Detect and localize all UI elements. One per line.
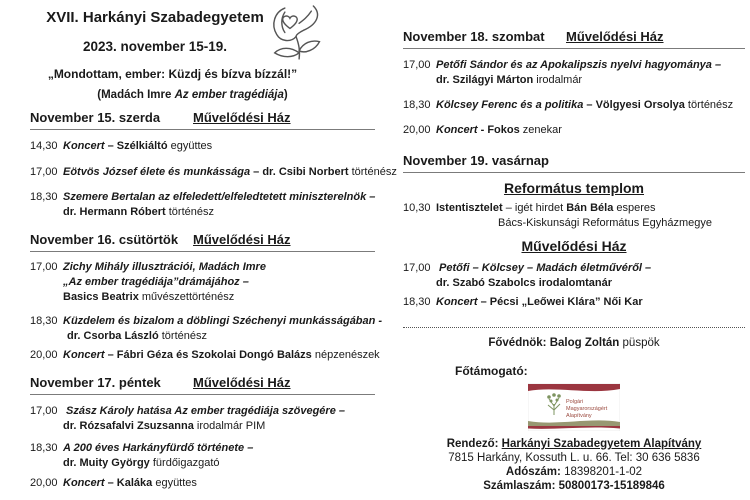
section-rule xyxy=(403,48,745,49)
event-row xyxy=(30,348,380,363)
text-run: Az ember tragédiája xyxy=(174,89,284,101)
event-text xyxy=(63,139,375,154)
event-text xyxy=(63,348,380,363)
day-label: November 18. szombat xyxy=(403,29,545,44)
event-line xyxy=(63,205,375,220)
text-run: Adószám: xyxy=(505,466,565,478)
event-time: 17,00 xyxy=(30,166,58,178)
text-run: 2023. november 15-19. xyxy=(82,39,228,54)
text-run: Fábri Géza és Szokolai Dongó Balázs xyxy=(116,349,315,361)
event-row xyxy=(403,261,745,291)
text-run: A 200 éves Harkányfürdő története – xyxy=(63,442,254,454)
event-row xyxy=(30,441,375,471)
text-run: Petőfi Sándor és az Apokalipszis nyelvi hagyománya – xyxy=(436,59,722,71)
day-label: November 19. vasárnap xyxy=(403,153,549,168)
event-row xyxy=(30,165,397,180)
event-time: 18,30 xyxy=(403,296,431,308)
event-text xyxy=(63,190,375,220)
venue-label: Művelődési Ház xyxy=(193,232,291,247)
text-run: 7815 Harkány, Kossuth L. u. 66. Tel: 30 636 5836 xyxy=(448,452,700,464)
text-run: Rendező: xyxy=(446,438,502,450)
text-run: Völgyesi Orsolya xyxy=(595,99,688,111)
event-row xyxy=(30,314,383,344)
motto-source xyxy=(30,88,375,103)
text-run: – igét hirdet xyxy=(502,202,567,214)
section-rule xyxy=(30,251,375,252)
text-run: – Pécsi „Leőwei Klára” Női Kar xyxy=(477,296,643,308)
event-text xyxy=(436,58,745,88)
text-run: Zichy Mihály illusztrációi, Madách Imre xyxy=(63,261,266,273)
svg-text:Polgári: Polgári xyxy=(566,399,584,405)
venue-label: Művelődési Ház xyxy=(566,29,664,44)
event-time: 17,00 xyxy=(30,261,58,273)
text-run: dr. Szilágyi Márton xyxy=(436,74,537,86)
event-time: 20,00 xyxy=(30,349,58,361)
text-run: dr. Csibi Norbert xyxy=(262,166,352,178)
day-section-header xyxy=(403,153,745,173)
day-label: November 16. csütörtök xyxy=(30,232,179,247)
text-run: püspök xyxy=(622,337,660,349)
event-row xyxy=(30,260,375,305)
text-run: irodalmár xyxy=(536,74,583,86)
event-line xyxy=(63,419,375,434)
left-column xyxy=(30,0,397,491)
venue-label: Művelődési Ház xyxy=(193,375,291,390)
event-line xyxy=(63,139,375,154)
sponsor-logo xyxy=(403,383,745,431)
address-line xyxy=(403,451,745,465)
text-run: Koncert xyxy=(436,124,478,136)
text-run: - Fokos xyxy=(477,124,523,136)
text-run: – Kaláka xyxy=(104,477,156,489)
sponsor-label: Főtámogató: xyxy=(455,364,528,378)
patron-line xyxy=(403,336,745,350)
day-section-header xyxy=(30,375,375,395)
text-run: történész xyxy=(351,166,397,178)
text-run: esperes xyxy=(616,202,656,214)
svg-text:Alapítvány: Alapítvány xyxy=(566,413,592,419)
event-row xyxy=(403,295,745,310)
right-column xyxy=(403,0,745,493)
event-text xyxy=(63,476,375,491)
event-row xyxy=(403,123,745,138)
event-text xyxy=(436,261,745,291)
text-run: dr. Muity György xyxy=(63,457,153,469)
venue-heading: Művelődési Ház xyxy=(521,238,627,254)
event-line xyxy=(63,260,375,275)
event-time: 10,30 xyxy=(403,202,431,214)
day-section-header xyxy=(30,232,375,252)
event-time: 18,30 xyxy=(403,99,431,111)
event-text xyxy=(63,404,375,434)
day-header-row xyxy=(403,153,745,169)
account-number-line xyxy=(403,479,745,493)
text-run: „Az ember tragédiája”drámájához – xyxy=(63,276,249,288)
text-run: együttes xyxy=(170,140,213,152)
text-run: irodalmár PIM xyxy=(196,420,266,432)
event-line xyxy=(63,476,375,491)
text-run: Szemere Bertalan az elfeledett/elfeledtetett miniszterelnök – xyxy=(63,191,376,203)
text-run: történész xyxy=(161,330,207,342)
text-run: Kölcsey Ferenc és a politika xyxy=(436,99,584,111)
event-line xyxy=(436,276,745,291)
text-run: Koncert xyxy=(63,349,105,361)
text-run: – xyxy=(104,349,117,361)
event-text xyxy=(63,260,375,305)
event-text xyxy=(436,98,745,113)
event-line xyxy=(436,98,745,113)
text-run: Szász Károly hatása Az ember tragédiája szövegére – xyxy=(66,405,345,417)
event-line xyxy=(436,216,745,231)
text-run: dr. Csorba László xyxy=(67,330,162,342)
event-line xyxy=(436,261,745,276)
text-run: dr. Szabó Szabolcs irodalomtanár xyxy=(436,277,613,289)
day-header-row xyxy=(30,375,375,391)
event-row xyxy=(403,58,745,88)
event-line xyxy=(63,441,375,456)
event-line xyxy=(63,348,380,363)
dotted-divider xyxy=(403,327,745,328)
day-section-header xyxy=(30,110,375,130)
date-range xyxy=(30,38,375,56)
text-run: Koncert xyxy=(63,477,105,489)
event-time: 17,00 xyxy=(403,59,431,71)
text-run: (Madách Imre xyxy=(97,89,175,101)
section-rule xyxy=(30,394,375,395)
venue-heading: Református templom xyxy=(503,180,645,196)
event-line xyxy=(436,123,745,138)
text-run: dr. Hermann Róbert xyxy=(63,206,169,218)
event-line xyxy=(63,165,397,180)
event-line xyxy=(63,404,375,419)
event-line xyxy=(63,314,383,329)
event-text xyxy=(63,165,397,180)
text-run: Harkányi Szabadegyetem Alapítvány xyxy=(501,438,702,450)
event-time: 20,00 xyxy=(30,477,58,489)
text-run: fürdőigazgató xyxy=(152,457,220,469)
event-text xyxy=(436,201,745,231)
document-title xyxy=(30,8,375,28)
event-text xyxy=(436,295,745,310)
event-text xyxy=(436,123,745,138)
event-row xyxy=(30,139,375,154)
venue-label: Művelődési Ház xyxy=(193,110,291,125)
text-run: Koncert xyxy=(63,140,105,152)
tax-number-line xyxy=(403,465,745,479)
event-motto xyxy=(30,66,375,82)
event-line xyxy=(436,295,745,310)
text-run: Eötvös József élete és munkássága xyxy=(63,166,251,178)
event-text xyxy=(63,314,383,344)
event-text xyxy=(63,441,375,471)
text-run: – xyxy=(583,99,596,111)
text-run: művészettörténész xyxy=(141,291,235,303)
day-header-row xyxy=(30,232,375,248)
text-run: Küzdelem és bizalom a döblingi Széchenyi munkásságában - xyxy=(63,315,383,327)
text-run: 50800173-15189846 xyxy=(558,480,665,492)
event-line xyxy=(63,290,375,305)
day-section-header xyxy=(403,29,745,49)
text-run: zenekar xyxy=(522,124,562,136)
event-line xyxy=(436,201,745,216)
day-label: November 15. szerda xyxy=(30,110,161,125)
event-row xyxy=(30,190,375,220)
event-line xyxy=(436,58,745,73)
text-run: dr. Rózsafalvi Zsuzsanna xyxy=(63,420,197,432)
text-run: Basics Beatrix xyxy=(63,291,142,303)
text-run: Számlaszám: xyxy=(483,480,559,492)
text-run: Koncert xyxy=(436,296,478,308)
text-run: népzenészek xyxy=(314,349,380,361)
text-run: – Szélkiáltó xyxy=(104,140,171,152)
day-header-row xyxy=(403,29,745,45)
event-line xyxy=(63,190,375,205)
event-row xyxy=(30,404,375,434)
svg-text:Magyarországért: Magyarországért xyxy=(566,406,608,412)
sponsor-logo-image xyxy=(528,383,620,431)
text-run: XVII. Harkányi Szabadegyetem xyxy=(46,9,264,26)
event-time: 18,30 xyxy=(30,191,58,203)
text-run: Bán Béla xyxy=(566,202,617,214)
text-run: „Mondottam, ember: Küzdj és bízva bízzál!” xyxy=(47,67,298,81)
text-run: együttes xyxy=(155,477,197,489)
event-line xyxy=(63,329,375,344)
text-run: 18398201-1-02 xyxy=(564,466,643,478)
text-run: ) xyxy=(283,89,288,101)
text-run: Fővédnök: Balog Zoltán xyxy=(488,337,623,349)
event-time: 14,30 xyxy=(30,140,58,152)
event-row xyxy=(403,98,745,113)
day-label: November 17. péntek xyxy=(30,375,161,390)
text-run: – xyxy=(250,166,263,178)
text-run: történész xyxy=(168,206,214,218)
day-header-row xyxy=(30,110,375,126)
event-time: 17,00 xyxy=(30,405,58,417)
section-rule xyxy=(30,129,375,130)
event-row xyxy=(403,201,745,231)
event-time: 18,30 xyxy=(30,442,58,454)
text-run: Bács-Kiskunsági Református Egyházmegye xyxy=(498,217,712,229)
text-run: történész xyxy=(687,99,734,111)
text-run: Istentisztelet xyxy=(436,202,503,214)
event-time: 18,30 xyxy=(30,315,58,327)
text-run: Petőfi – Kölcsey – Madách életművéről – xyxy=(439,262,652,274)
event-time: 17,00 xyxy=(403,262,431,274)
event-line xyxy=(63,456,375,471)
event-row xyxy=(30,476,375,491)
section-rule xyxy=(403,172,745,173)
event-line xyxy=(63,275,375,290)
event-line xyxy=(436,73,745,88)
organizer-line xyxy=(403,437,745,451)
event-time: 20,00 xyxy=(403,124,431,136)
